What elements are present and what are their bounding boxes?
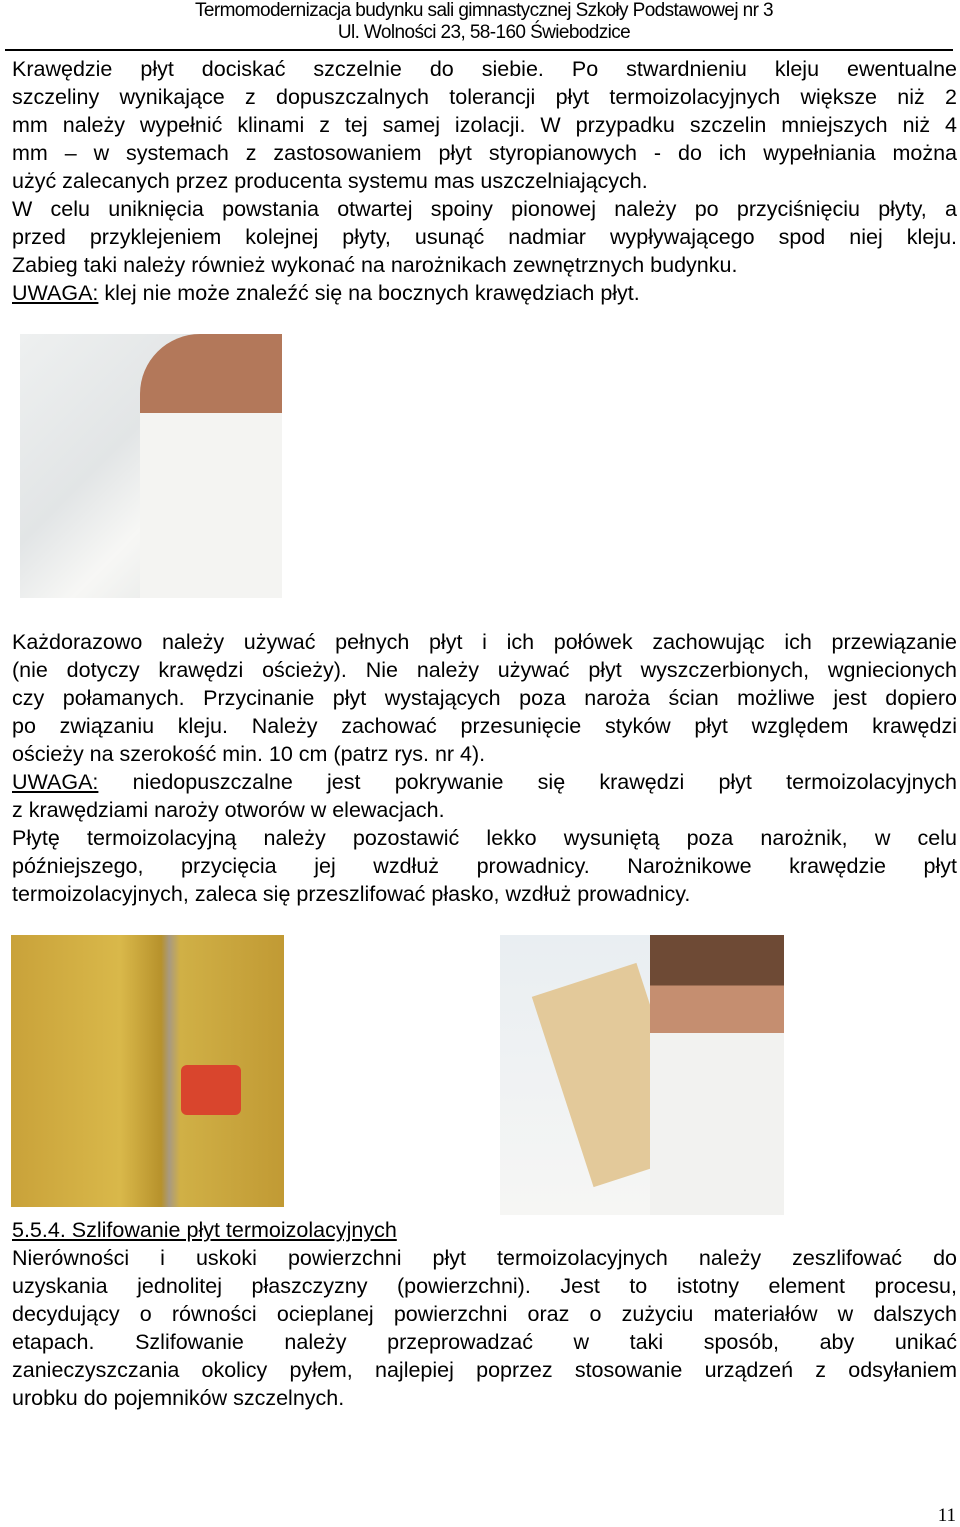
line-text: użyć zalecanych przez producenta systemu mas uszczelniających. bbox=[12, 169, 648, 193]
text-line bbox=[12, 684, 957, 712]
text-line bbox=[12, 139, 957, 167]
line-text: późniejszego, przycięcia jej wzdłuż prowadnicy. Narożnikowe krawędzie płyt bbox=[12, 854, 957, 878]
text-line bbox=[12, 1328, 957, 1356]
text-line bbox=[12, 796, 957, 824]
text-line bbox=[12, 195, 957, 223]
underlined-label: UWAGA: bbox=[12, 281, 99, 305]
paragraph-block-2 bbox=[12, 628, 957, 908]
text-line bbox=[12, 223, 957, 251]
text-line bbox=[12, 251, 957, 279]
line-text: czy połamanych. Przycinanie płyt wystających poza naroża ścian możliwe jest dopiero bbox=[12, 686, 957, 710]
line-text: niedopuszczalne jest pokrywanie się krawędzi płyt termoizolacyjnych bbox=[98, 770, 957, 794]
text-line bbox=[12, 656, 957, 684]
header-address: Ul. Wolności 23, 58-160 Świebodzice bbox=[337, 22, 631, 43]
line-text: zanieczyszczania okolicy pyłem, najlepiej poprzez stosowanie urządzeń z odsyłaniem bbox=[12, 1358, 957, 1382]
photo-sanding-board bbox=[500, 935, 784, 1215]
line-text: uzyskania jednolitej płaszczyzny (powierzchni). Jest to istotny element procesu, bbox=[12, 1274, 957, 1298]
line-text: przed przyklejeniem kolejnej płyty, usunąć nadmiar wypływającego spod niej kleju. bbox=[12, 225, 957, 249]
header-rule bbox=[5, 49, 953, 51]
line-text: ościeży na szerokość min. 10 cm (patrz rys. nr 4). bbox=[12, 742, 486, 766]
line-text: etapach. Szlifowanie należy przeprowadzać w taki sposób, aby unikać bbox=[12, 1330, 957, 1354]
text-line bbox=[12, 1272, 957, 1300]
text-line bbox=[12, 852, 957, 880]
line-text: (nie dotyczy krawędzi ościeży). Nie należy używać płyt wyszczerbionych, wgniecionych bbox=[12, 658, 957, 682]
text-line bbox=[12, 1244, 957, 1272]
line-text: decydujący o równości ocieplanej powierzchni oraz o zużyciu materiałów w dalszych bbox=[12, 1302, 957, 1326]
text-line bbox=[12, 1300, 957, 1328]
header-title: Termomodernizacja budynku sali gimnastycznej Szkoły Podstawowej nr 3 bbox=[194, 0, 774, 21]
underlined-label: UWAGA: bbox=[12, 770, 99, 794]
text-line bbox=[12, 83, 957, 111]
line-text: z krawędziami naroży otworów w elewacjach. bbox=[12, 798, 445, 822]
line-text: termoizolacyjnych, zaleca się przeszlifować płasko, wzdłuż prowadnicy. bbox=[12, 882, 691, 906]
line-text: szczeliny wynikające z dopuszczalnych tolerancji płyt termoizolacyjnych większe niż 2 bbox=[12, 85, 957, 109]
line-text: mm należy wypełnić klinami z tej samej izolacji. W przypadku szczelin mniejszych niż 4 bbox=[12, 113, 957, 137]
section-5-5-4 bbox=[12, 1216, 957, 1412]
paragraph-block-1 bbox=[12, 55, 957, 307]
line-text: Każdorazowo należy używać pełnych płyt i ich połówek zachowując ich przewiązanie bbox=[12, 630, 957, 654]
text-line bbox=[12, 1384, 957, 1412]
photo-gluing-insulation-board bbox=[20, 334, 282, 598]
photo-cutting-mineral-wool bbox=[11, 935, 284, 1207]
text-line bbox=[12, 880, 957, 908]
line-text: W celu uniknięcia powstania otwartej spoiny pionowej należy po przyciśnięciu płyty, a bbox=[12, 197, 957, 221]
line-text: Krawędzie płyt dociskać szczelnie do siebie. Po stwardnieniu kleju ewentualne bbox=[12, 57, 957, 81]
line-text: mm – w systemach z zastosowaniem płyt styropianowych - do ich wypełniania można bbox=[12, 141, 957, 165]
line-text: Płytę termoizolacyjną należy pozostawić lekko wysuniętą poza narożnik, w celu bbox=[12, 826, 957, 850]
line-text: klej nie może znaleźć się na bocznych krawędziach płyt. bbox=[98, 281, 640, 305]
line-text: Zabieg taki należy również wykonać na narożnikach zewnętrznych budynku. bbox=[12, 253, 738, 277]
text-line bbox=[12, 111, 957, 139]
text-line bbox=[12, 167, 957, 195]
text-line bbox=[12, 768, 957, 796]
text-line bbox=[12, 55, 957, 83]
page-number: 11 bbox=[937, 1505, 956, 1526]
text-line bbox=[12, 712, 957, 740]
underlined-label: 5.5.4. Szlifowanie płyt termoizolacyjnych bbox=[12, 1218, 397, 1242]
text-line bbox=[12, 628, 957, 656]
text-line bbox=[12, 1356, 957, 1384]
text-line bbox=[12, 740, 957, 768]
text-line bbox=[12, 1216, 957, 1244]
line-text: urobku do pojemników szczelnych. bbox=[12, 1386, 345, 1410]
line-text: po związaniu kleju. Należy zachować przesunięcie styków płyt względem krawędzi bbox=[12, 714, 957, 738]
text-line bbox=[12, 279, 957, 307]
line-text: Nierówności i uskoki powierzchni płyt termoizolacyjnych należy zeszlifować do bbox=[12, 1246, 957, 1270]
text-line bbox=[12, 824, 957, 852]
